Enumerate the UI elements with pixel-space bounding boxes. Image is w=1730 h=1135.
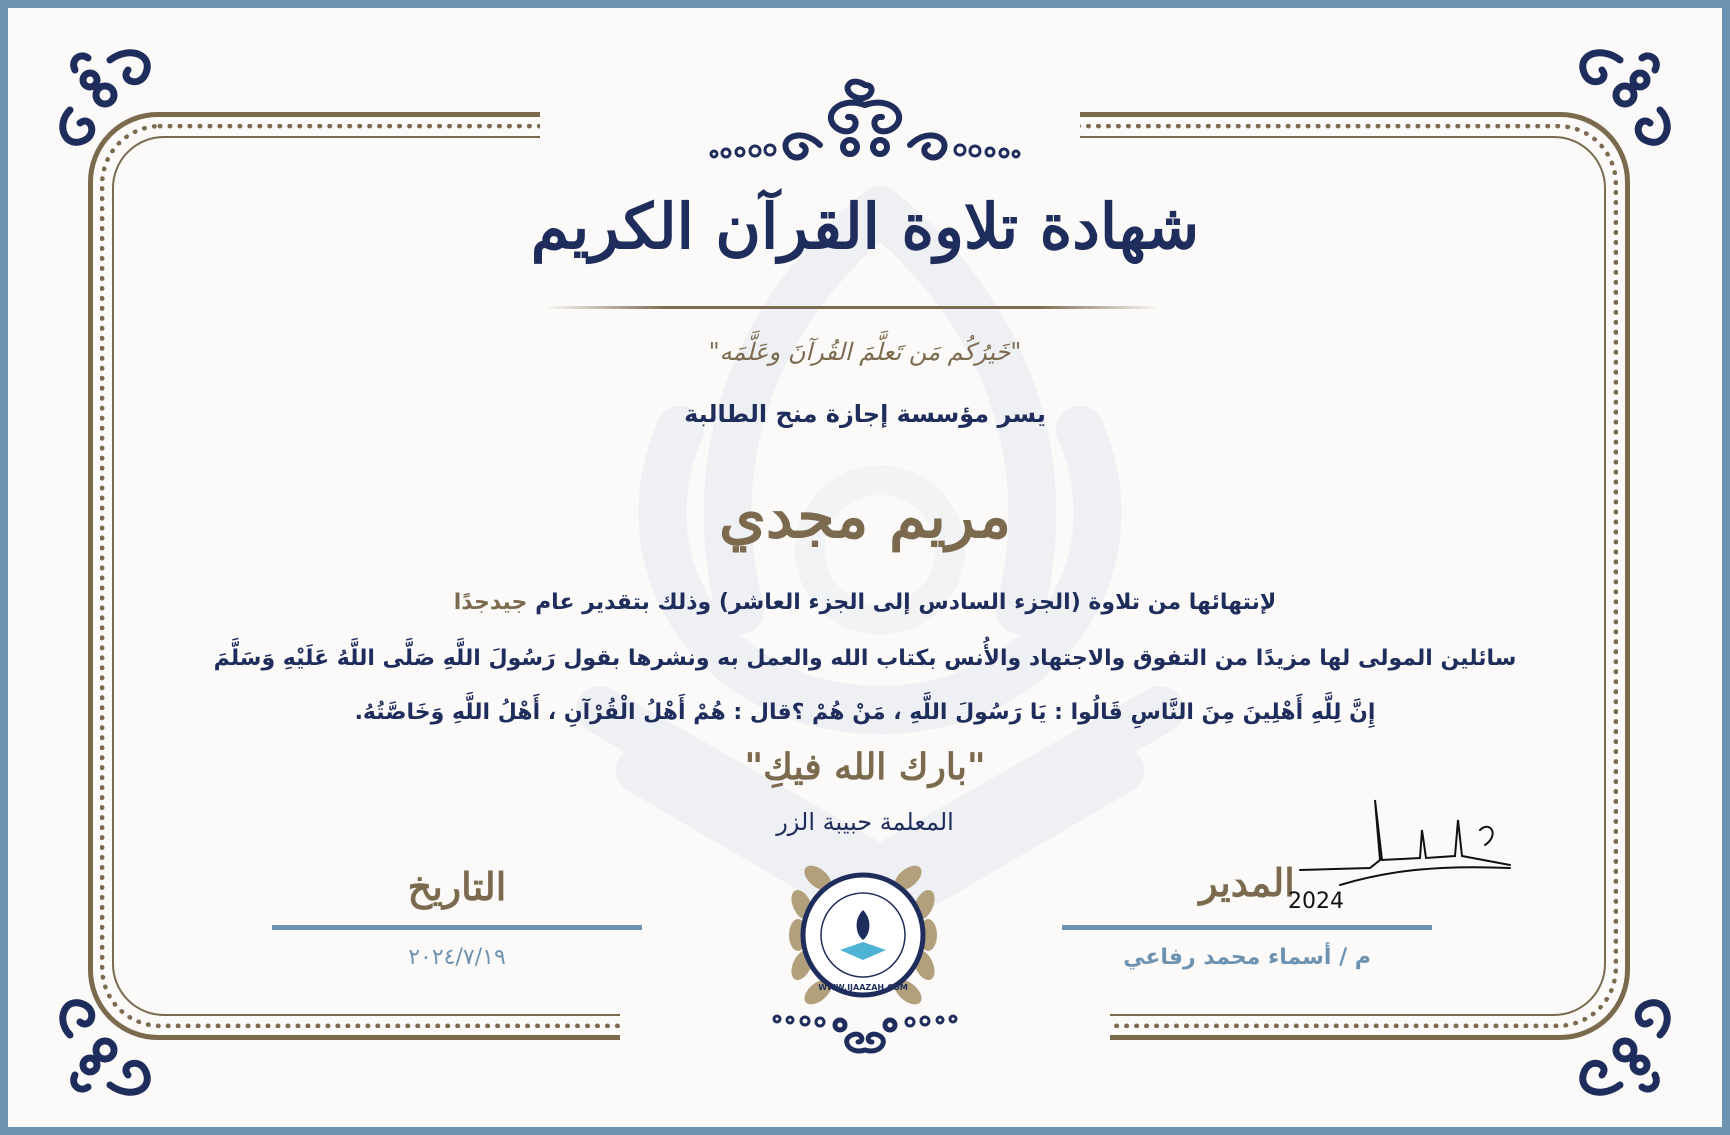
body-line-2: سائلين المولى لها مزيدًا من التفوق والاجتهاد والأُنس بكتاب الله والعمل به ونشرها بقول رَسُولَ اللَّهِ صَلَّى اللَّهُ عَلَيْهِ وَسَلَّمَ — [213, 646, 1517, 671]
institution-seal-icon — [778, 850, 948, 1020]
completion-text: لإنتهائها من تلاوة (الجزء السادس إلى الجزء العاشر) وذلك بتقدير عام — [535, 590, 1277, 615]
corner-ornament-bottom-left-icon — [50, 985, 170, 1105]
top-center-ornament-icon — [700, 75, 1030, 165]
corner-ornament-bottom-right-icon — [1560, 985, 1680, 1105]
certificate-title: شهادة تلاوة القرآن الكريم — [530, 190, 1200, 263]
grant-statement: يسر مؤسسة إجازة منح الطالبة — [684, 400, 1046, 428]
blessing-text: "بارك الله فيكِ" — [744, 746, 986, 788]
hadith-quote: "خَيرُكُم مَن تَعلَّمَ القُرآنَ وعَلَّمَه" — [708, 338, 1022, 366]
director-label: المدير — [1199, 860, 1295, 905]
bottom-center-ornament-icon — [760, 1000, 970, 1060]
grade-badge: جيدجدًا — [453, 590, 528, 615]
title-divider — [545, 306, 1160, 309]
svg-text:WWW.IJAAZAH.COM: WWW.IJAAZAH.COM — [818, 983, 908, 992]
date-label: التاريخ — [407, 864, 507, 909]
body-line-3: إِنَّ لِلَّهِ أَهْلِينَ مِنَ النَّاسِ قَالُوا : يَا رَسُولَ اللَّهِ ، مَنْ هُمْ ؟قال : هُمْ أَهْلُ الْقُرْآنِ ، أَهْلُ اللَّهِ وَخَاصَّتُهُ. — [354, 700, 1376, 725]
teacher-name: المعلمة حبيبة الزر — [776, 808, 954, 836]
director-underline — [1062, 925, 1432, 930]
corner-ornament-top-left-icon — [50, 40, 170, 160]
date-underline — [272, 925, 642, 930]
student-name: مريم مجدي — [718, 482, 1012, 552]
corner-ornament-top-right-icon — [1560, 40, 1680, 160]
body-line-1 — [0, 590, 1730, 615]
director-name: م / أسماء محمد رفاعي — [1123, 945, 1371, 970]
date-value: ٢٠٢٤/٧/١٩ — [408, 945, 506, 970]
director-signature-icon — [1270, 790, 1520, 920]
svg-text:2024: 2024 — [1288, 889, 1344, 914]
